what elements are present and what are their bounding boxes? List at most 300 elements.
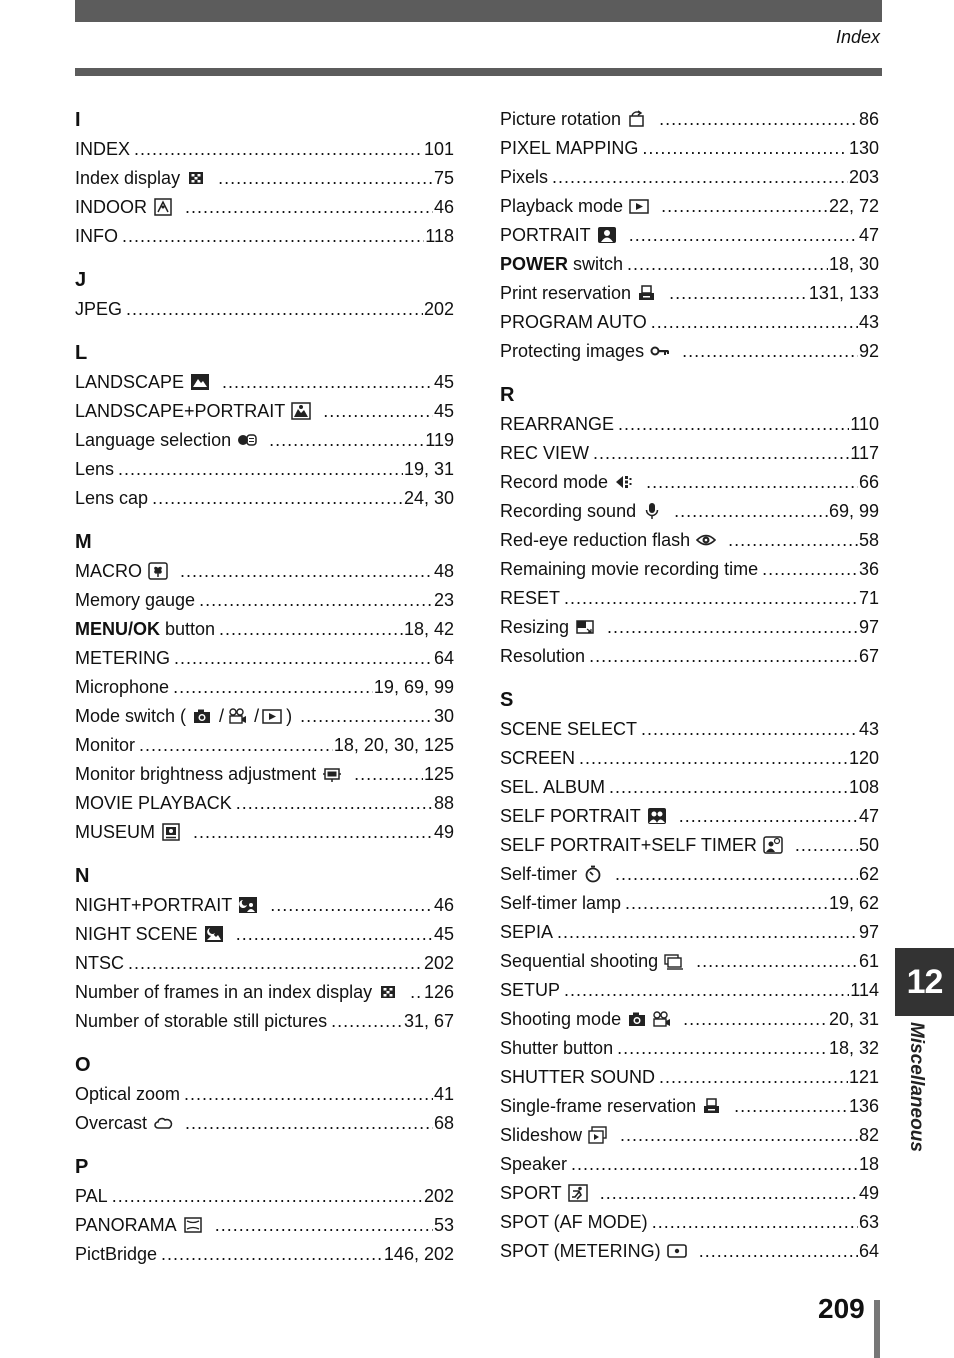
entry-pages: 126 bbox=[423, 982, 454, 1002]
camera-icon bbox=[627, 1010, 647, 1028]
entry-pages: 203 bbox=[848, 167, 879, 187]
index-entry bbox=[500, 889, 879, 918]
index-entry bbox=[500, 163, 879, 192]
entry-term-text: SELF PORTRAIT bbox=[500, 806, 641, 826]
print-icon bbox=[702, 1097, 722, 1115]
dot-leader bbox=[629, 221, 858, 250]
entry-icons bbox=[597, 221, 621, 250]
entry-term bbox=[500, 918, 553, 947]
dot-leader bbox=[122, 222, 424, 251]
index-entry bbox=[500, 584, 879, 613]
dot-leader bbox=[659, 105, 858, 134]
entry-term-text: NTSC bbox=[75, 953, 124, 973]
entry-term bbox=[500, 1208, 648, 1237]
entry-term bbox=[500, 468, 608, 497]
entry-term bbox=[75, 295, 122, 324]
index-entry bbox=[500, 642, 879, 671]
entry-term-text: RESET bbox=[500, 588, 561, 608]
index-entry bbox=[500, 802, 879, 831]
entry-term-text: button bbox=[160, 619, 216, 639]
index-section bbox=[500, 380, 879, 671]
entry-term-text: MOVIE PLAYBACK bbox=[75, 793, 232, 813]
index-entry bbox=[500, 1237, 879, 1266]
entry-term bbox=[75, 731, 135, 760]
index-grid-icon bbox=[186, 169, 206, 187]
dot-leader bbox=[607, 613, 858, 642]
entry-term-text: NIGHT+PORTRAIT bbox=[75, 895, 233, 915]
protect-key-icon bbox=[650, 342, 670, 360]
index-entry bbox=[500, 1150, 879, 1179]
entry-icons bbox=[763, 831, 787, 860]
chapter-tab: 12 bbox=[895, 948, 954, 1016]
entry-term-text: Picture rotation bbox=[500, 109, 622, 129]
red-eye-icon bbox=[696, 531, 716, 549]
entry-pages: 46 bbox=[433, 895, 454, 915]
entry-pages: 120 bbox=[848, 748, 879, 768]
dot-leader bbox=[762, 555, 858, 584]
entry-icons bbox=[192, 702, 292, 731]
page-number-bar bbox=[874, 1300, 880, 1358]
dot-leader bbox=[579, 744, 848, 773]
entry-pages: 20, 31 bbox=[828, 1009, 879, 1029]
dot-leader bbox=[218, 164, 433, 193]
entry-term bbox=[500, 889, 621, 918]
playback-icon bbox=[262, 707, 282, 725]
index-entry bbox=[500, 221, 879, 250]
entry-term bbox=[75, 222, 118, 251]
entry-term bbox=[500, 831, 757, 860]
index-entry bbox=[75, 1240, 454, 1269]
entry-term bbox=[75, 615, 215, 644]
entry-term-text: SETUP bbox=[500, 980, 561, 1000]
entry-term-text: Remaining movie recording time bbox=[500, 559, 759, 579]
entry-pages: 48 bbox=[433, 561, 454, 581]
entry-term bbox=[500, 715, 637, 744]
entry-term bbox=[75, 484, 148, 513]
entry-term-text: Shooting mode bbox=[500, 1009, 622, 1029]
header-rule bbox=[75, 68, 882, 76]
index-entry bbox=[75, 920, 454, 949]
night-scene-icon bbox=[204, 925, 224, 943]
dot-leader bbox=[185, 1109, 433, 1138]
entry-pages: 23 bbox=[433, 590, 454, 610]
entry-term bbox=[75, 586, 195, 615]
index-entry bbox=[75, 193, 454, 222]
index-entry bbox=[500, 250, 879, 279]
entry-pages: 58 bbox=[858, 530, 879, 550]
page-number: 209 bbox=[818, 1293, 865, 1324]
index-entry bbox=[500, 613, 879, 642]
rotation-icon bbox=[627, 110, 647, 128]
entry-term-text: REARRANGE bbox=[500, 414, 615, 434]
dot-leader bbox=[617, 1034, 828, 1063]
entry-icons bbox=[637, 279, 661, 308]
entry-icons bbox=[667, 1237, 691, 1266]
entry-term bbox=[500, 337, 644, 366]
entry-term-bold: MENU/OK bbox=[75, 619, 160, 639]
entry-term-text: SHUTTER SOUND bbox=[500, 1067, 656, 1087]
entry-icons bbox=[204, 920, 228, 949]
entry-term bbox=[75, 920, 198, 949]
entry-pages: 92 bbox=[858, 341, 879, 361]
index-entry bbox=[75, 426, 454, 455]
entry-pages: 61 bbox=[858, 951, 879, 971]
entry-icons bbox=[650, 337, 674, 366]
dot-leader bbox=[410, 978, 423, 1007]
index-entry bbox=[500, 105, 879, 134]
index-entry bbox=[75, 644, 454, 673]
entry-pages: 19, 31 bbox=[403, 459, 454, 479]
entry-pages: 86 bbox=[858, 109, 879, 129]
index-entry bbox=[75, 1211, 454, 1240]
entry-term bbox=[75, 789, 232, 818]
entry-term bbox=[500, 1063, 655, 1092]
index-entry bbox=[500, 1121, 879, 1150]
entry-term bbox=[75, 164, 180, 193]
indoor-icon bbox=[153, 198, 173, 216]
entry-term-text: Recording sound bbox=[500, 501, 637, 521]
entry-term-text: Number of frames in an index display bbox=[75, 982, 373, 1002]
index-entry bbox=[500, 1179, 879, 1208]
dot-leader bbox=[564, 976, 849, 1005]
index-section bbox=[75, 105, 454, 251]
macro-icon bbox=[148, 562, 168, 580]
index-section bbox=[500, 105, 879, 366]
entry-pages: 119 bbox=[425, 430, 454, 450]
entry-term bbox=[75, 644, 170, 673]
index-entry bbox=[75, 978, 454, 1007]
dot-leader bbox=[795, 831, 858, 860]
index-entry bbox=[500, 468, 879, 497]
entry-pages: 49 bbox=[858, 1183, 879, 1203]
entry-pages: 64 bbox=[433, 648, 454, 668]
entry-term-text: Shutter button bbox=[500, 1038, 614, 1058]
entry-term bbox=[75, 1109, 147, 1138]
entry-term-text: Mode switch ( bbox=[75, 706, 187, 726]
entry-term-text: JPEG bbox=[75, 299, 123, 319]
dot-leader bbox=[625, 889, 828, 918]
entry-term-text: Self-timer lamp bbox=[500, 893, 622, 913]
microphone-icon bbox=[642, 502, 662, 520]
index-section bbox=[75, 338, 454, 513]
index-entry bbox=[500, 526, 879, 555]
entry-icons bbox=[664, 947, 688, 976]
self-portrait-timer-icon bbox=[763, 836, 783, 854]
entry-term bbox=[500, 163, 548, 192]
entry-term-text: Resizing bbox=[500, 617, 570, 637]
entry-term-text: Number of storable still pictures bbox=[75, 1011, 328, 1031]
dot-leader bbox=[651, 308, 858, 337]
entry-term bbox=[75, 135, 130, 164]
index-entry bbox=[500, 308, 879, 337]
entry-term bbox=[75, 1182, 108, 1211]
entry-term-text: Speaker bbox=[500, 1154, 568, 1174]
entry-icons bbox=[614, 468, 638, 497]
entry-term bbox=[75, 978, 372, 1007]
index-entry bbox=[500, 337, 879, 366]
entry-term bbox=[500, 1005, 621, 1034]
entry-term-text: PictBridge bbox=[75, 1244, 158, 1264]
entry-term bbox=[500, 744, 575, 773]
entry-term bbox=[500, 773, 605, 802]
entry-pages: 136 bbox=[848, 1096, 879, 1116]
section-letter: R bbox=[500, 384, 515, 406]
dot-leader bbox=[659, 1063, 848, 1092]
entry-term-text: Playback mode bbox=[500, 196, 624, 216]
entry-term-text: Protecting images bbox=[500, 341, 645, 361]
entry-pages: 108 bbox=[848, 777, 879, 797]
dot-leader bbox=[173, 673, 373, 702]
index-entry bbox=[75, 484, 454, 513]
entry-icons bbox=[702, 1092, 726, 1121]
entry-icons bbox=[322, 760, 346, 789]
entry-pages: 130 bbox=[848, 138, 879, 158]
index-section bbox=[75, 1152, 454, 1269]
dot-leader bbox=[652, 1208, 858, 1237]
index-entry bbox=[75, 164, 454, 193]
entry-pages: 18, 32 bbox=[828, 1038, 879, 1058]
entry-pages: 97 bbox=[858, 922, 879, 942]
entry-term bbox=[75, 1080, 180, 1109]
entry-term-text: Microphone bbox=[75, 677, 170, 697]
index-entry bbox=[500, 192, 879, 221]
entry-term-text: NIGHT SCENE bbox=[75, 924, 198, 944]
entry-pages: 45 bbox=[433, 924, 454, 944]
index-entry bbox=[500, 1208, 879, 1237]
index-section bbox=[75, 861, 454, 1036]
index-entry bbox=[75, 891, 454, 920]
entry-term-text: Lens bbox=[75, 459, 115, 479]
entry-term-text: Slideshow bbox=[500, 1125, 583, 1145]
dot-leader bbox=[661, 192, 828, 221]
entry-term-text: SPORT bbox=[500, 1183, 562, 1203]
entry-pages: 114 bbox=[850, 980, 879, 1000]
entry-pages: 22, 72 bbox=[828, 196, 879, 216]
entry-icons bbox=[153, 1109, 177, 1138]
index-entry bbox=[500, 744, 879, 773]
dot-leader bbox=[219, 615, 403, 644]
index-entry bbox=[500, 860, 879, 889]
index-entry bbox=[75, 557, 454, 586]
entry-term bbox=[500, 1237, 661, 1266]
entry-term-text: SPOT (AF MODE) bbox=[500, 1212, 648, 1232]
index-entry bbox=[75, 615, 454, 644]
dot-leader bbox=[669, 279, 808, 308]
index-entry bbox=[500, 1005, 879, 1034]
entry-pages: 62 bbox=[858, 864, 879, 884]
entry-term bbox=[75, 557, 142, 586]
entry-pages: 69, 99 bbox=[828, 501, 879, 521]
entry-term-text: switch bbox=[568, 254, 624, 274]
dot-leader bbox=[593, 439, 849, 468]
dot-leader bbox=[222, 368, 433, 397]
entry-term bbox=[500, 584, 560, 613]
dot-leader bbox=[646, 468, 858, 497]
slideshow-icon bbox=[588, 1126, 608, 1144]
index-entry bbox=[75, 702, 454, 731]
entry-term-text: SEL. ALBUM bbox=[500, 777, 606, 797]
entry-pages: 31, 67 bbox=[403, 1011, 454, 1031]
index-entry bbox=[500, 439, 879, 468]
entry-term-text: Language selection bbox=[75, 430, 232, 450]
entry-pages: 125 bbox=[423, 764, 454, 784]
entry-term bbox=[500, 279, 631, 308]
entry-term bbox=[500, 497, 636, 526]
entry-term bbox=[75, 193, 147, 222]
entry-term bbox=[500, 439, 589, 468]
entry-term bbox=[75, 891, 232, 920]
index-entry bbox=[75, 295, 454, 324]
dot-leader bbox=[236, 789, 433, 818]
entry-icons bbox=[238, 891, 262, 920]
index-section bbox=[75, 1050, 454, 1138]
index-entry bbox=[500, 773, 879, 802]
dot-leader bbox=[269, 426, 424, 455]
entry-icons bbox=[588, 1121, 612, 1150]
dot-leader bbox=[128, 949, 423, 978]
dot-leader bbox=[699, 1237, 858, 1266]
icon-separator: / bbox=[219, 706, 225, 726]
movie-icon bbox=[227, 707, 247, 725]
index-entry bbox=[75, 455, 454, 484]
entry-term bbox=[75, 818, 155, 847]
entry-term bbox=[500, 105, 621, 134]
entry-pages: 47 bbox=[858, 225, 879, 245]
entry-pages: 121 bbox=[848, 1067, 879, 1087]
entry-icons bbox=[378, 978, 402, 1007]
dot-leader bbox=[679, 802, 858, 831]
index-entry bbox=[500, 1034, 879, 1063]
dot-leader bbox=[180, 557, 433, 586]
entry-term-text: INFO bbox=[75, 226, 118, 246]
index-entry bbox=[75, 368, 454, 397]
monitor-brightness-icon bbox=[322, 765, 342, 783]
entry-pages: 202 bbox=[423, 1186, 454, 1206]
entry-pages: 202 bbox=[423, 299, 454, 319]
entry-term bbox=[500, 221, 591, 250]
museum-icon bbox=[161, 823, 181, 841]
index-entry bbox=[500, 918, 879, 947]
entry-icons bbox=[190, 368, 214, 397]
entry-term bbox=[500, 1034, 613, 1063]
index-entry bbox=[75, 789, 454, 818]
dot-leader bbox=[734, 1092, 848, 1121]
dot-leader bbox=[215, 1211, 433, 1240]
camera-icon bbox=[192, 707, 212, 725]
dot-leader bbox=[552, 163, 848, 192]
entry-term-text: Index display bbox=[75, 168, 181, 188]
entry-pages: 19, 69, 99 bbox=[373, 677, 454, 697]
entry-term bbox=[75, 760, 316, 789]
dot-leader bbox=[134, 135, 423, 164]
entry-icons bbox=[148, 557, 172, 586]
entry-pages: 101 bbox=[423, 139, 454, 159]
section-letter: I bbox=[75, 109, 81, 131]
index-entry bbox=[75, 1007, 454, 1036]
entry-pages: 50 bbox=[858, 835, 879, 855]
page-header-title: Index bbox=[835, 27, 880, 47]
entry-pages: 18, 30 bbox=[828, 254, 879, 274]
sequential-icon bbox=[664, 952, 684, 970]
dot-leader bbox=[615, 860, 858, 889]
entry-term-text: Self-timer bbox=[500, 864, 578, 884]
index-entry bbox=[500, 497, 879, 526]
entry-term bbox=[75, 1007, 327, 1036]
entry-pages: 49 bbox=[433, 822, 454, 842]
index-entry bbox=[75, 135, 454, 164]
dot-leader bbox=[193, 818, 433, 847]
entry-term-text: Memory gauge bbox=[75, 590, 196, 610]
dot-leader bbox=[126, 295, 423, 324]
entry-term bbox=[500, 802, 641, 831]
entry-term-text: Overcast bbox=[75, 1113, 148, 1133]
entry-icons bbox=[647, 802, 671, 831]
entry-pages: 66 bbox=[858, 472, 879, 492]
entry-icons bbox=[186, 164, 210, 193]
entry-term bbox=[500, 1150, 567, 1179]
section-letter: O bbox=[75, 1054, 91, 1076]
entry-term-text: Monitor brightness adjustment bbox=[75, 764, 317, 784]
index-entry bbox=[75, 222, 454, 251]
entry-term bbox=[500, 308, 647, 337]
dot-leader bbox=[139, 731, 333, 760]
entry-icons bbox=[583, 860, 607, 889]
index-entry bbox=[500, 947, 879, 976]
dot-leader bbox=[618, 410, 849, 439]
entry-term-text: SCENE SELECT bbox=[500, 719, 638, 739]
entry-icons bbox=[642, 497, 666, 526]
dot-leader bbox=[174, 644, 433, 673]
header-bar bbox=[75, 0, 882, 22]
dot-leader bbox=[696, 947, 858, 976]
entry-term-text: SPOT (METERING) bbox=[500, 1241, 661, 1261]
index-entry bbox=[75, 1182, 454, 1211]
index-column-left bbox=[75, 105, 454, 1269]
dot-leader bbox=[300, 702, 433, 731]
entry-pages: 117 bbox=[850, 443, 879, 463]
entry-pages: 43 bbox=[858, 312, 879, 332]
index-section bbox=[500, 685, 879, 1266]
entry-pages: 131, 133 bbox=[808, 283, 879, 303]
entry-icons bbox=[161, 818, 185, 847]
index-entry bbox=[75, 818, 454, 847]
entry-term-text: PORTRAIT bbox=[500, 225, 591, 245]
dot-leader bbox=[185, 193, 433, 222]
entry-term-text: Resolution bbox=[500, 646, 586, 666]
entry-pages: 64 bbox=[858, 1241, 879, 1261]
entry-term bbox=[500, 642, 585, 671]
index-entry bbox=[75, 1080, 454, 1109]
entry-term-text: INDOOR bbox=[75, 197, 147, 217]
entry-icons bbox=[237, 426, 261, 455]
dot-leader bbox=[323, 397, 433, 426]
self-timer-icon bbox=[583, 865, 603, 883]
entry-pages: 53 bbox=[433, 1215, 454, 1235]
entry-pages: 43 bbox=[858, 719, 879, 739]
section-letter: P bbox=[75, 1156, 89, 1178]
panorama-icon bbox=[183, 1216, 203, 1234]
language-icon bbox=[237, 431, 257, 449]
entry-term bbox=[75, 673, 169, 702]
dot-leader bbox=[600, 1179, 858, 1208]
entry-term bbox=[500, 1179, 562, 1208]
entry-term-text: PANORAMA bbox=[75, 1215, 177, 1235]
print-icon bbox=[637, 284, 657, 302]
entry-term bbox=[500, 1121, 582, 1150]
entry-pages: 118 bbox=[425, 226, 454, 246]
index-entry bbox=[500, 279, 879, 308]
index-entry bbox=[500, 134, 879, 163]
